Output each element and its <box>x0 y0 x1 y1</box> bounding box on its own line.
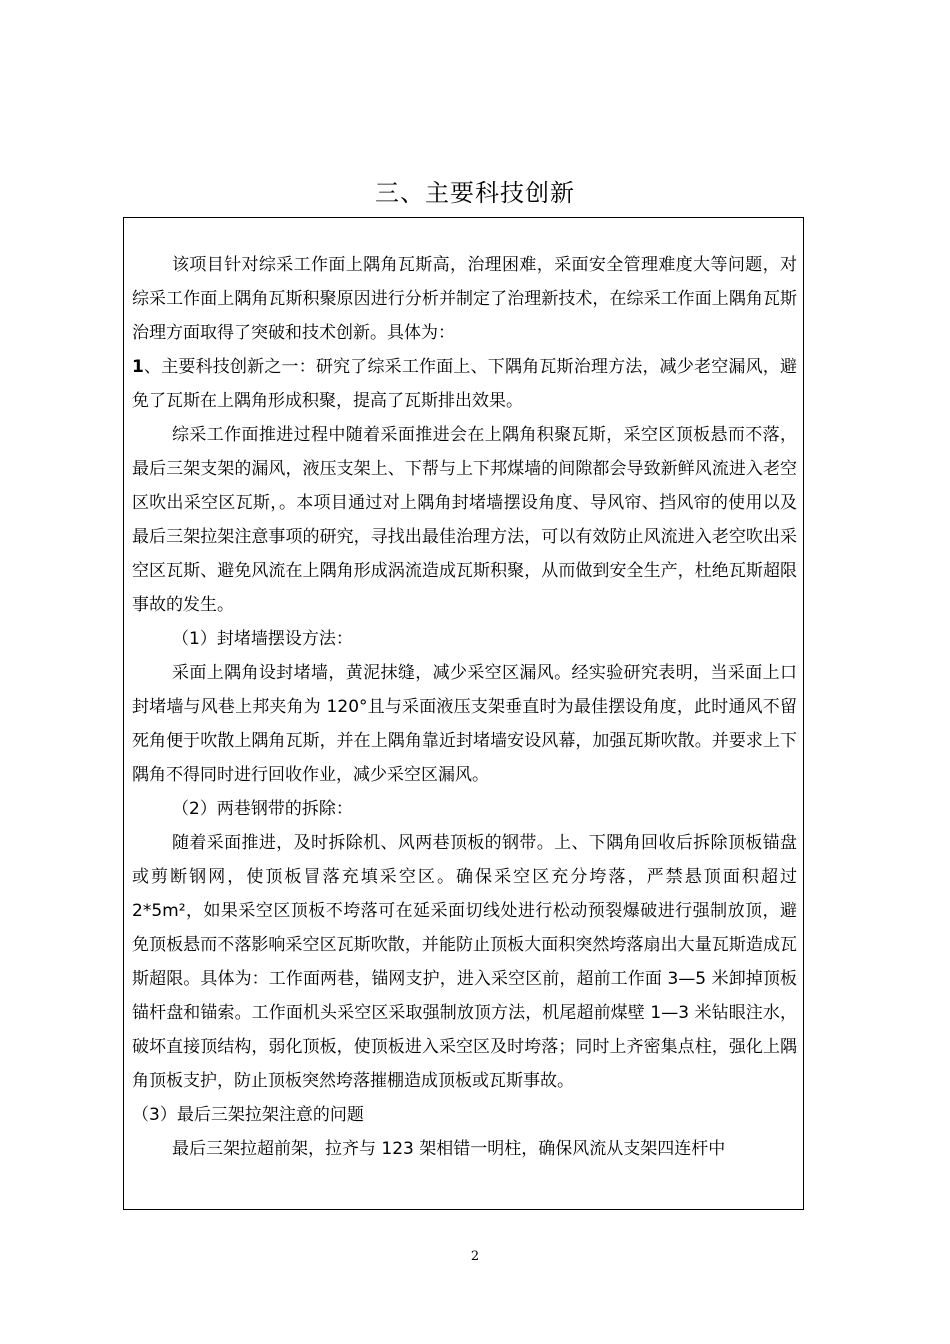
page-title: 三、主要科技创新 <box>375 179 575 207</box>
subsection-3-paragraph: 最后三架拉超前架，拉齐与 123 架相错一明柱，确保风流从支架四连杆中 <box>172 1139 726 1159</box>
page-number: 2 <box>470 1249 480 1264</box>
subheading-2: （2）两巷钢带的拆除： <box>172 799 353 819</box>
subheading-1: （1）封堵墙摆设方法： <box>172 629 353 649</box>
intro-paragraph: 该项目针对综采工作面上隅角瓦斯高，治理困难，采面安全管理难度大等问题，对综采工作面上隅角瓦斯积聚原因进行分析并制定了治理新技术，在综采工作面上隅角瓦斯治理方面取得了突破和技术创新。具体为： <box>132 255 797 343</box>
subsection-2-paragraph: 随着采面推进，及时拆除机、风两巷顶板的钢带。上、下隅角回收后拆除顶板锚盘或剪断钢网，使顶板冒落充填采空区。确保采空区充分垮落，严禁悬顶面积超过 2*5m²，如果采空区顶板不垮落可在延采面切线处进行松动预裂爆破进行强制放顶，避免顶板悬而不落影响采空区瓦斯吹散，并能防止顶板大面积突然垮落扇出大量瓦斯造成瓦斯超限。具体为：工作面两巷，锚网支护，进入采空区前，超前工作面 3—5 米卸掉顶板锚杆盘和锚索。工作面机头采空区采取强制放顶方法，机尾超前煤壁 1—3 米钻眼注水，破坏直接顶结构，弱化顶板，使顶板进入采空区及时垮落；同时上齐密集点柱，强化上隅角顶板支护，防止顶板突然垮落摧棚造成顶板或瓦斯事故。 <box>132 833 797 1091</box>
subheading-3: （3）最后三架拉架注意的问题 <box>132 1105 364 1125</box>
innovation-heading-text: 、主要科技创新之一：研究了综采工作面上、下隅角瓦斯治理方法，减少老空漏风，避免了瓦斯在上隅角形成积聚，提高了瓦斯排出效果。 <box>132 357 797 411</box>
content-body <box>132 248 797 1166</box>
innovation-body-paragraph: 综采工作面推进过程中随着采面推进会在上隅角积聚瓦斯，采空区顶板悬而不落，最后三架支架的漏风，液压支架上、下帮与上下邦煤墙的间隙都会导致新鲜风流进入老空区吹出采空区瓦斯，。本项目通过对上隅角封堵墙摆设角度、导风帘、挡风帘的使用以及最后三架拉架注意事项的研究，寻找出最佳治理方法，可以有效防止风流进入老空吹出采空区瓦斯、避免风流在上隅角形成涡流造成瓦斯积聚，从而做到安全生产，杜绝瓦斯超限事故的发生。 <box>132 425 797 615</box>
subsection-1-paragraph: 采面上隅角设封堵墙，黄泥抹缝，减少采空区漏风。经实验研究表明，当采面上口封堵墙与风巷上邦夹角为 120°且与采面液压支架垂直时为最佳摆设角度，此时通风不留死角便于吹散上隅角瓦斯，并在上隅角靠近封堵墙安设风幕，加强瓦斯吹散。并要求上下隅角不得同时进行回收作业，减少采空区漏风。 <box>132 663 797 785</box>
innovation-number: 1 <box>132 357 144 377</box>
content-box <box>123 217 804 1210</box>
innovation-heading-1 <box>132 350 797 418</box>
